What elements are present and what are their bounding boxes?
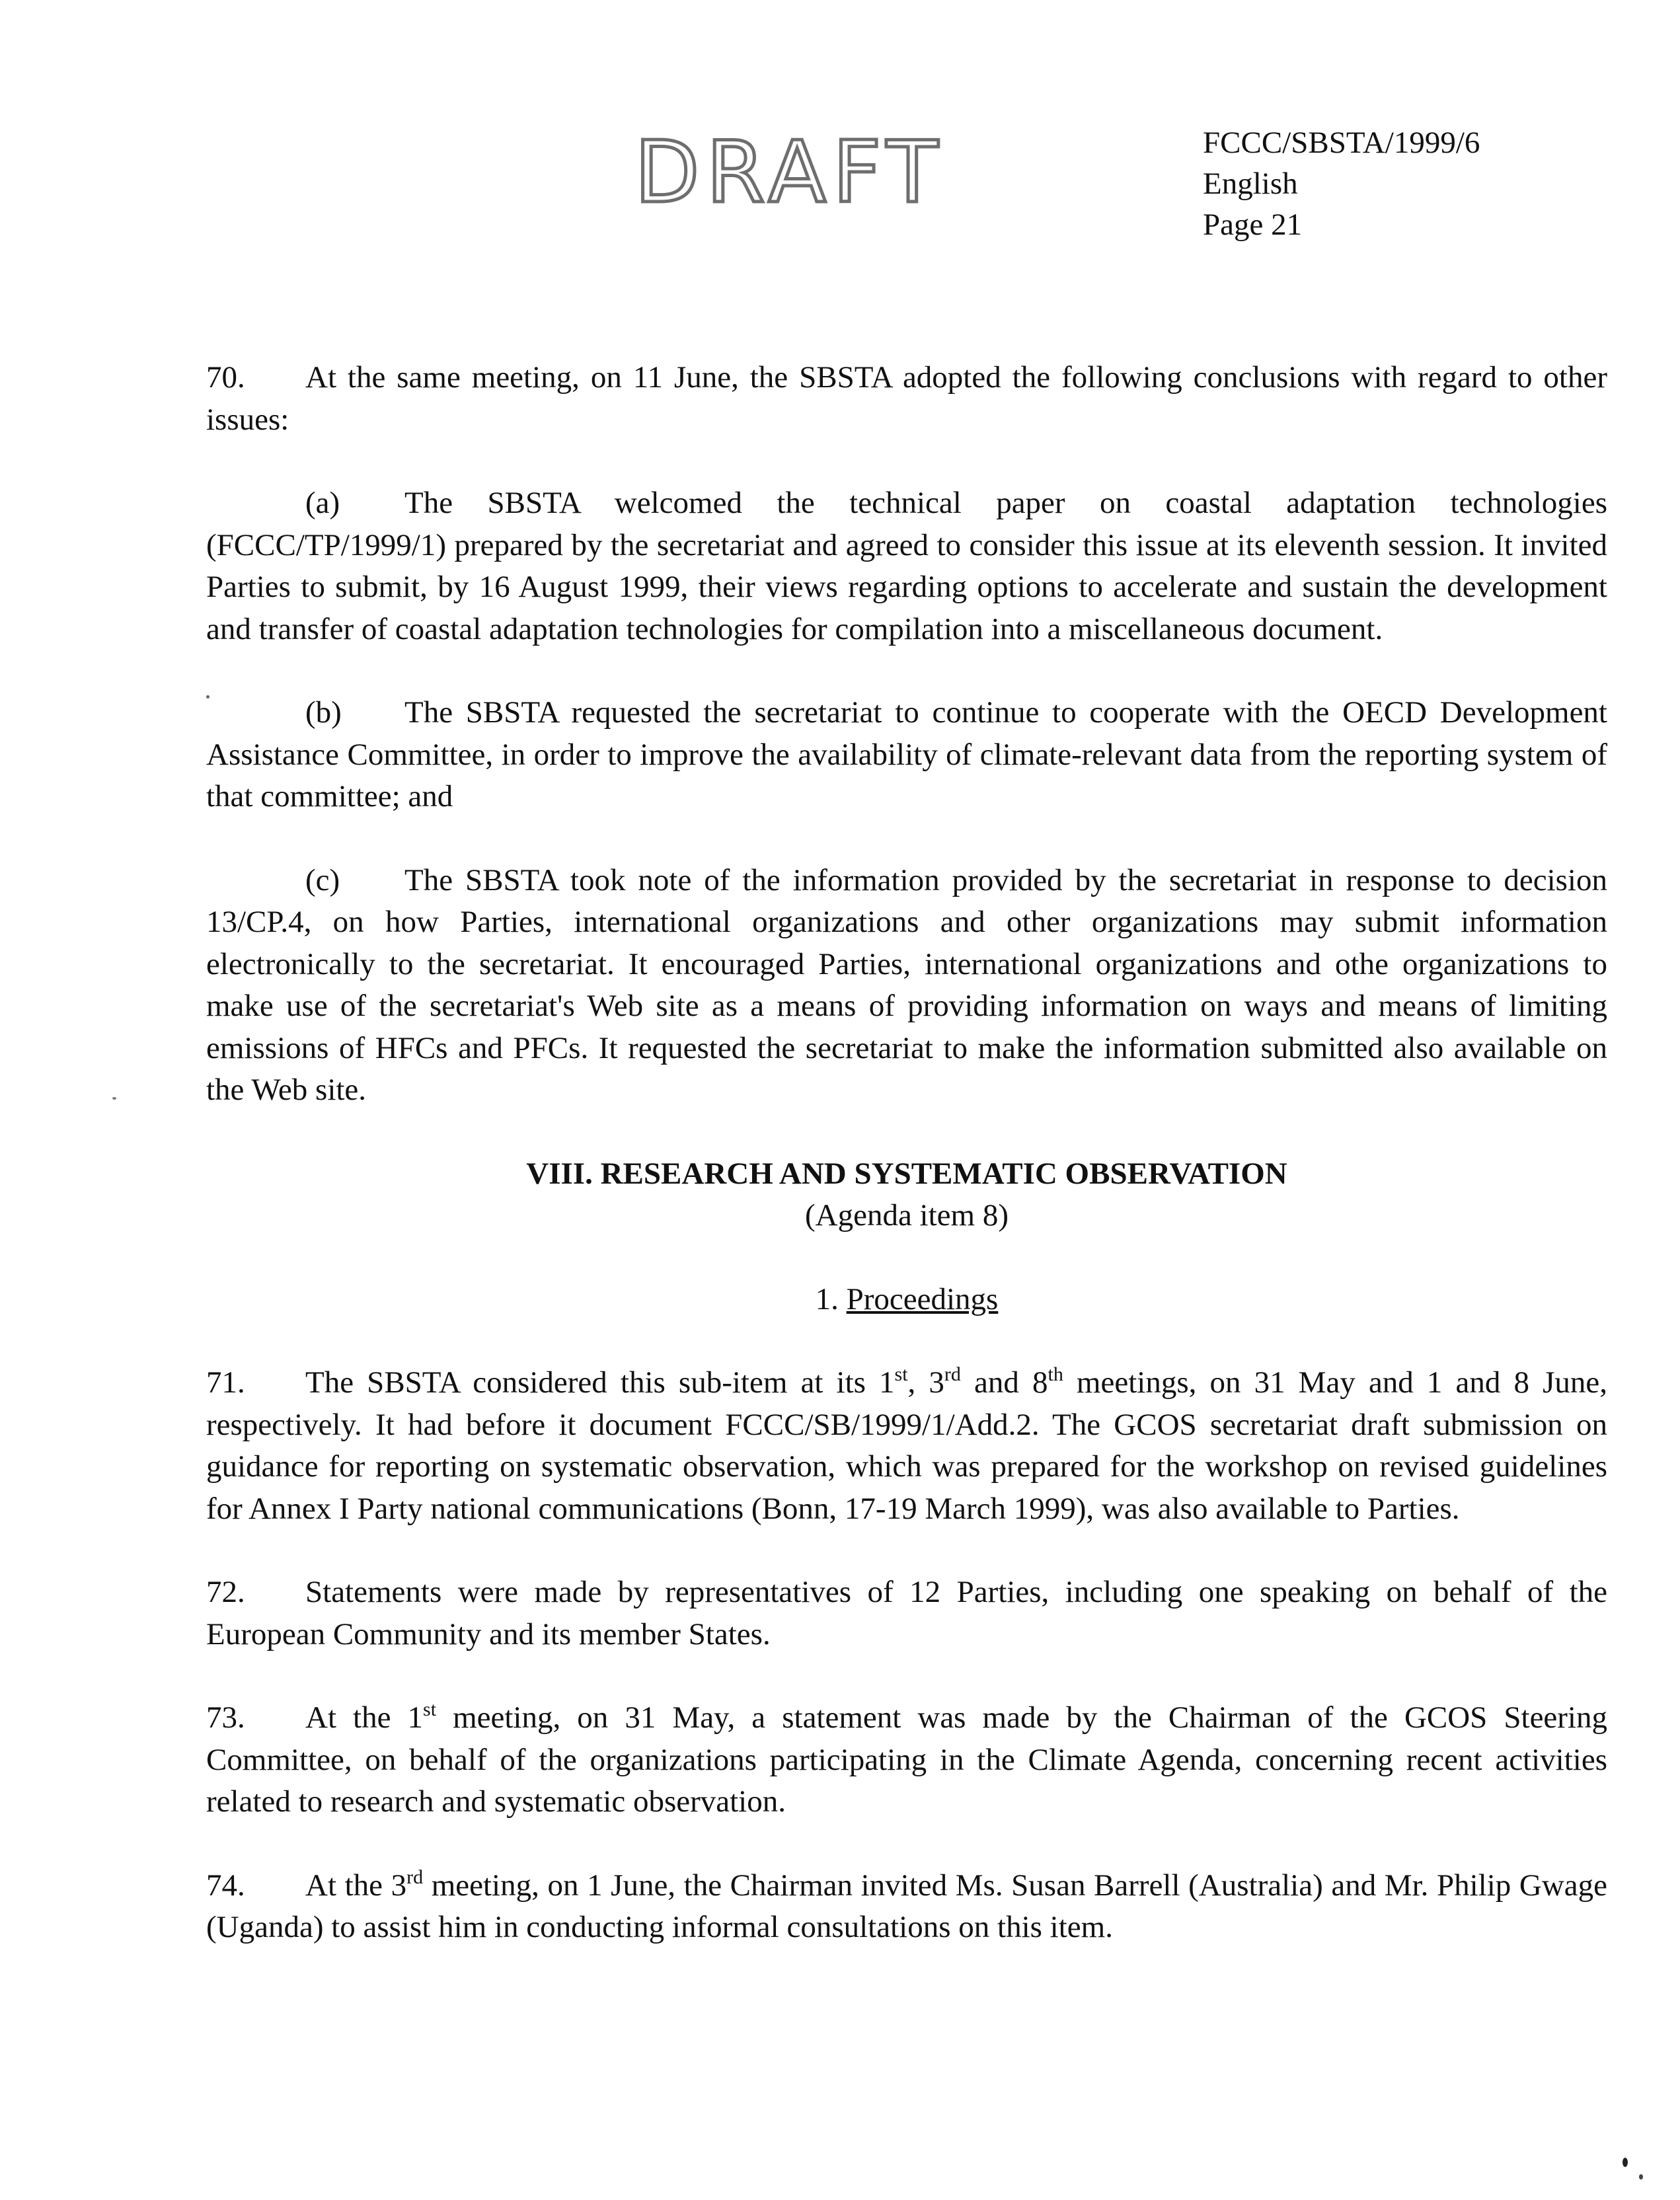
ordinal-suffix: st	[423, 1698, 437, 1720]
page-number: Page 21	[1203, 208, 1303, 242]
document-symbol: FCCC/SBSTA/1999/6	[1203, 126, 1480, 160]
document-body	[206, 357, 1607, 1991]
paragraph-71	[206, 1362, 1607, 1530]
ordinal-suffix: rd	[406, 1866, 424, 1888]
paragraph-text-2: meeting, on 1 June, the Chairman invited Ms. Susan Barrell (Australia) and Mr. Philip Gwage (Uganda) to assist him in conducting informal consultations on this item.	[206, 1868, 1607, 1944]
item-label: (b)	[305, 695, 342, 730]
paragraph-text: At the same meeting, on 11 June, the SBSTA adopted the following conclusions with regard to other issues:	[206, 360, 1607, 437]
conclusion-item-c	[206, 860, 1607, 1112]
ordinal-suffix: rd	[944, 1363, 961, 1385]
paragraph-text-3: and 8	[960, 1365, 1048, 1400]
paragraph-text-1: At the 1	[305, 1700, 424, 1735]
paragraph-number: 70.	[206, 360, 245, 395]
paragraph-74	[206, 1865, 1607, 1949]
scan-speck	[1639, 2174, 1643, 2180]
paragraph-number: 71.	[206, 1365, 245, 1400]
scan-speck	[206, 695, 210, 699]
document-language: English	[1203, 167, 1298, 201]
paragraph-70	[206, 357, 1607, 441]
section-heading: VIII. RESEARCH AND SYSTEMATIC OBSERVATION	[526, 1156, 1287, 1191]
paragraph-number: 72.	[206, 1575, 245, 1609]
paragraph-text: Statements were made by representatives of 12 Parties, including one speaking on behalf of the European Community and its member States.	[206, 1575, 1607, 1651]
subsection-heading	[206, 1279, 1607, 1321]
paragraph-72	[206, 1572, 1607, 1655]
conclusion-item-a	[206, 482, 1607, 650]
item-label: (a)	[305, 486, 340, 520]
subsection-title: Proceedings	[846, 1281, 999, 1316]
paragraph-text-1: At the 3	[305, 1868, 407, 1903]
paragraph-text-1: The SBSTA considered this sub-item at its 1	[305, 1365, 895, 1400]
ordinal-suffix: st	[894, 1363, 908, 1385]
subsection-number: 1.	[815, 1281, 839, 1316]
paragraph-text-2: meeting, on 31 May, a statement was made by the Chairman of the GCOS Steering Committee, on behalf of the organizations participating in the Climate Agenda, concerning recent activities related to research and systematic observation.	[206, 1700, 1607, 1819]
conclusion-item-b	[206, 692, 1607, 818]
ordinal-suffix: th	[1048, 1363, 1063, 1385]
paragraph-text-2: , 3	[907, 1365, 944, 1400]
scan-speck	[112, 1097, 116, 1100]
draft-stamp: DRAFT	[634, 124, 945, 222]
item-text: The SBSTA welcomed the technical paper on coastal adaptation technologies (FCCC/TP/1999/1) prepared by the secretariat and agreed to consider this issue at its eleventh session. It invited Parties to submit, by 16 August 1999, their views regarding options to accelerate and sustain the development and transfer of coastal adaptation technologies for compilation into a miscellaneous document.	[206, 486, 1607, 646]
paragraph-number: 73.	[206, 1700, 245, 1735]
paragraph-73	[206, 1697, 1607, 1823]
item-label: (c)	[305, 862, 340, 897]
document-reference	[1203, 122, 1480, 245]
item-text: The SBSTA took note of the information provided by the secretariat in response to decision 13/CP.4, on how Parties, international organizations and other organizations may submit information electronically to the secretariat. It encouraged Parties, international organizations and othe organizations to make use of the secretariat's Web site as a means of providing information on ways and means of limiting emissions of HFCs and PFCs. It requested the secretariat to make the information submitted also available on the Web site.	[206, 862, 1607, 1107]
item-text: The SBSTA requested the secretariat to continue to cooperate with the OECD Development Assistance Committee, in order to improve the availability of climate-relevant data from the reporting system of that committee; and	[206, 695, 1607, 814]
scan-speck	[1623, 2158, 1628, 2167]
paragraph-number: 74.	[206, 1868, 245, 1903]
section-agenda-item: (Agenda item 8)	[804, 1198, 1009, 1233]
paragraph-text-4: meetings, on 31 May and 1 and 8 June, respectively. It had before it document FCCC/SB/1999/1/Add.2. The GCOS secretariat draft submission on guidance for reporting on systematic observation, which was prepared for the workshop on revised guidelines for Annex I Party national communications (Bonn, 17-19 March 1999), was also available to Parties.	[206, 1365, 1607, 1526]
